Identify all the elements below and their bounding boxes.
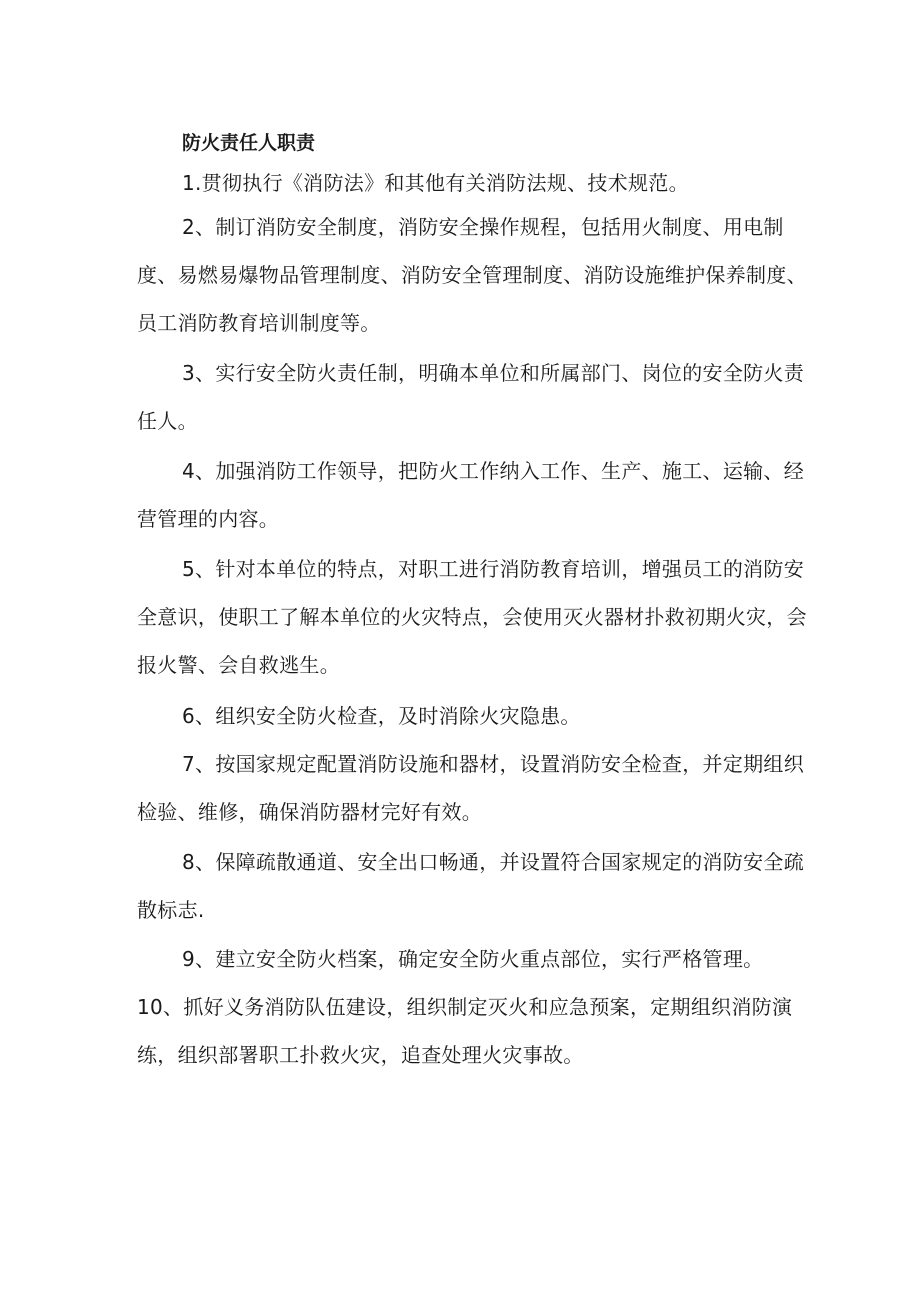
- paragraph-7: 7、按国家规定配置消防设施和器材，设置消防安全检查，并定期组织检验、维修，确保消防器材完好有效。: [137, 752, 805, 824]
- paragraph-4: 4、加强消防工作领导，把防火工作纳入工作、生产、施工、运输、经营管理的内容。: [137, 459, 805, 531]
- paragraph-2: 2、制订消防安全制度，消防安全操作规程，包括用火制度、用电制度、易燃易爆物品管理制度、消防安全管理制度、消防设施维护保养制度、员工消防教育培训制度等。: [137, 215, 807, 335]
- paragraph-9: 9、建立安全防火档案，确定安全防火重点部位，实行严格管理。10、抓好义务消防队伍建设，组织制定灭火和应急预案，定期组织消防演练，组织部署职工扑救火灾，追查处理火灾事故。: [137, 947, 793, 1067]
- paragraph-8: 8、保障疏散通道、安全出口畅通，并设置符合国家规定的消防安全疏散标志.: [137, 850, 805, 922]
- paragraph-3: 3、实行安全防火责任制，明确本单位和所属部门、岗位的安全防火责任人。: [137, 361, 805, 433]
- document-title: 防火责任人职责: [182, 132, 316, 154]
- paragraph-6: 6、组织安全防火检查，及时消除火灾隐患。: [182, 704, 581, 728]
- paragraph-1: 1.贯彻执行《消防法》和其他有关消防法规、技术规范。: [182, 171, 689, 195]
- paragraph-5: 5、针对本单位的特点，对职工进行消防教育培训，增强员工的消防安全意识，使职工了解本单位的火灾特点，会使用灭火器材扑救初期火灾，会报火警、会自救逃生。: [137, 557, 807, 677]
